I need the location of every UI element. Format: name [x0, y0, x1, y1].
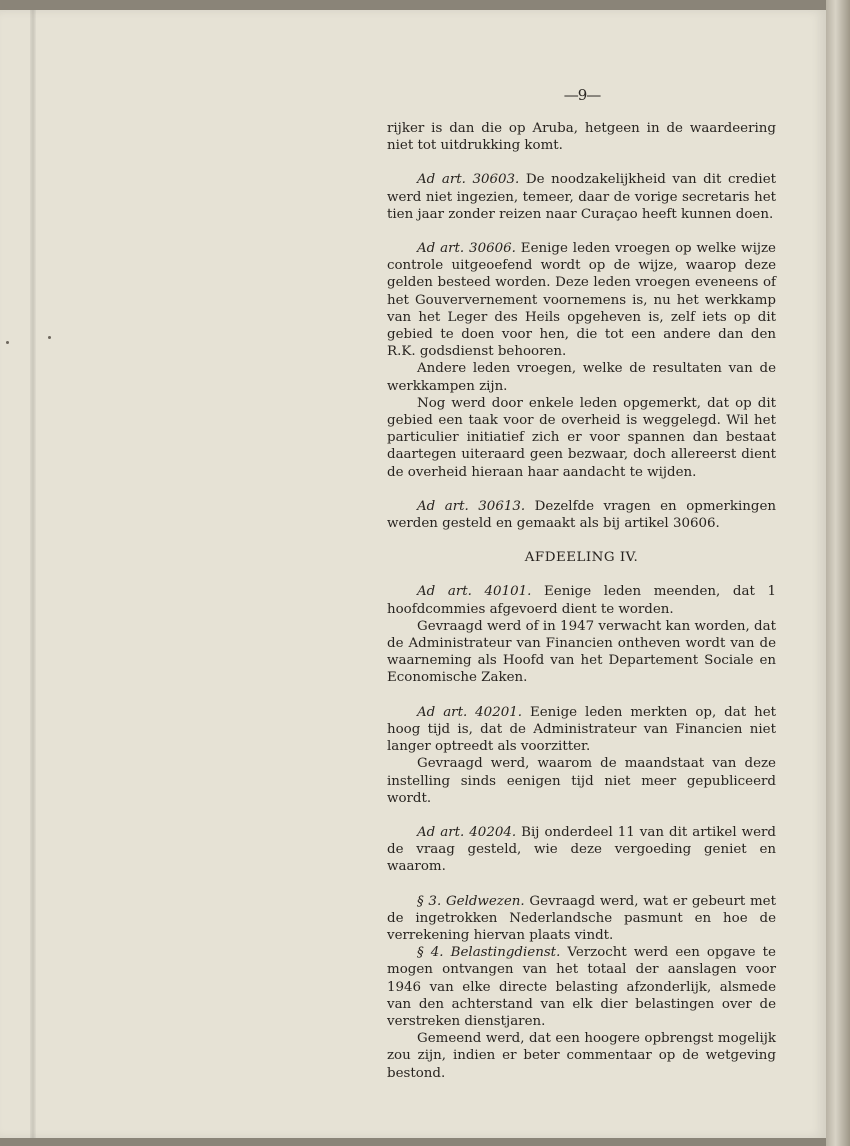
paragraph-belastingdienst	[387, 944, 776, 1030]
binding-fold	[30, 10, 36, 1138]
paragraph-text: De noodzakelijkheid van dit crediet werd niet ingezien, temeer, daar de vorige secretaris het tien jaar zonder reizen naar Curaçao heeft kunnen doen.	[387, 172, 777, 222]
paragraph-text: Eenige leden vroegen op welke wijze controle uitgeoefend wordt op de wijze, waarop deze gelden besteed worden. Deze leden vroegen eveneens of het Gouververnement voornemens is, nu het werkkamp van het Leger des Heils opgeheven is, zelf iets op dit gebied te doen voor hen, die tot een andere dan den R.K. godsdienst behooren.	[387, 241, 776, 360]
article-reference: Ad art. 30606.	[417, 241, 516, 257]
article-reference: Ad art. 30603.	[417, 172, 520, 188]
paragraph-text: Dezelfde vragen en opmerkingen werden gesteld en gemaakt als bij artikel 30606.	[387, 498, 776, 532]
paragraph-text: Gevraagd werd, waarom de maandstaat van deze instelling sinds eenigen tijd niet meer gepubliceerd wordt.	[387, 756, 776, 806]
paragraph-ad-art-40101	[387, 583, 776, 617]
paragraph-text: Eenige leden meenden, dat 1 hoofdcommies afgevoerd dient te worden.	[387, 584, 776, 617]
paragraph-text: rijker is dan die op Aruba, hetgeen in de waardeering niet tot uitdrukking komt.	[387, 121, 776, 154]
paragraph-werkkampen	[387, 360, 776, 394]
paragraph-ad-art-40201	[387, 704, 776, 756]
article-reference: Ad art. 40204.	[417, 824, 517, 840]
section-heading: AFDEELING IV.	[524, 550, 639, 566]
paragraph-text: Gevraagd werd of in 1947 verwacht kan worden, dat de Administrateur van Financien ontheven wordt van de waarneming als Hoofd van het Departement Sociale en Economische Zaken.	[387, 618, 776, 686]
paragraph-text: Gemeend werd, dat een hoogere opbrengst mogelijk zou zijn, indien er beter commentaar op de wetgeving bestond.	[387, 1031, 776, 1081]
paragraph-ad-art-30603	[387, 171, 776, 223]
paragraph-text: Verzocht werd een opgave te mogen ontvangen van het totaal der aanslagen voor 1946 van elke directe belasting afzonderlijk, alsmede van den achterstand van elk dier belastingen over de verstreken dienstjaren.	[387, 945, 776, 1029]
paragraph-text: Nog werd door enkele leden opgemerkt, dat op dit gebied een taak voor de overheid is weggelegd. Wil het particulier initiatief zich er voor spannen dan bestaat daartegen uiteraard geen bezwaar, doch allereerst dient de overheid hieraan haar aandacht te wijden.	[387, 395, 776, 480]
article-reference: Ad art. 30613.	[417, 498, 526, 514]
page-edge	[826, 0, 850, 1146]
paragraph-ad-art-40204	[387, 824, 776, 876]
paragraph-text: Andere leden vroegen, welke de resultaten van de werkkampen zijn.	[387, 361, 776, 394]
section-reference: § 4. Belastingdienst.	[417, 945, 561, 961]
paper-speck	[48, 336, 51, 339]
article-reference: Ad art. 40101.	[417, 584, 532, 600]
paragraph-1	[387, 120, 776, 154]
paragraph-maandstaat	[387, 755, 776, 807]
article-reference: Ad art. 40201.	[417, 704, 523, 720]
section-reference: § 3. Geldwezen.	[417, 893, 525, 909]
paragraph-geldwezen	[387, 893, 776, 945]
paragraph-text: Gevraagd werd, wat er gebeurt met de ingetrokken Nederlandsche pasmunt en hoe de verrekening hiervan plaats vindt.	[387, 893, 776, 943]
paragraph-ad-art-30606	[387, 240, 776, 360]
paragraph-opbrengst	[387, 1030, 776, 1082]
paragraph-ad-art-30613	[387, 498, 776, 532]
paragraph-text: Eenige leden merkten op, dat het hoog tijd is, dat de Administrateur van Financien niet langer optreedt als voorzitter.	[387, 704, 776, 755]
paragraph-text: Bij onderdeel 11 van dit artikel werd de vraag gesteld, wie deze vergoeding geniet en waarom.	[387, 824, 776, 875]
body-text	[387, 120, 776, 1082]
paper-speck	[6, 341, 9, 344]
paragraph-overheid	[387, 395, 776, 481]
paragraph-administrateur	[387, 618, 776, 687]
page-number: —9—	[563, 86, 601, 104]
